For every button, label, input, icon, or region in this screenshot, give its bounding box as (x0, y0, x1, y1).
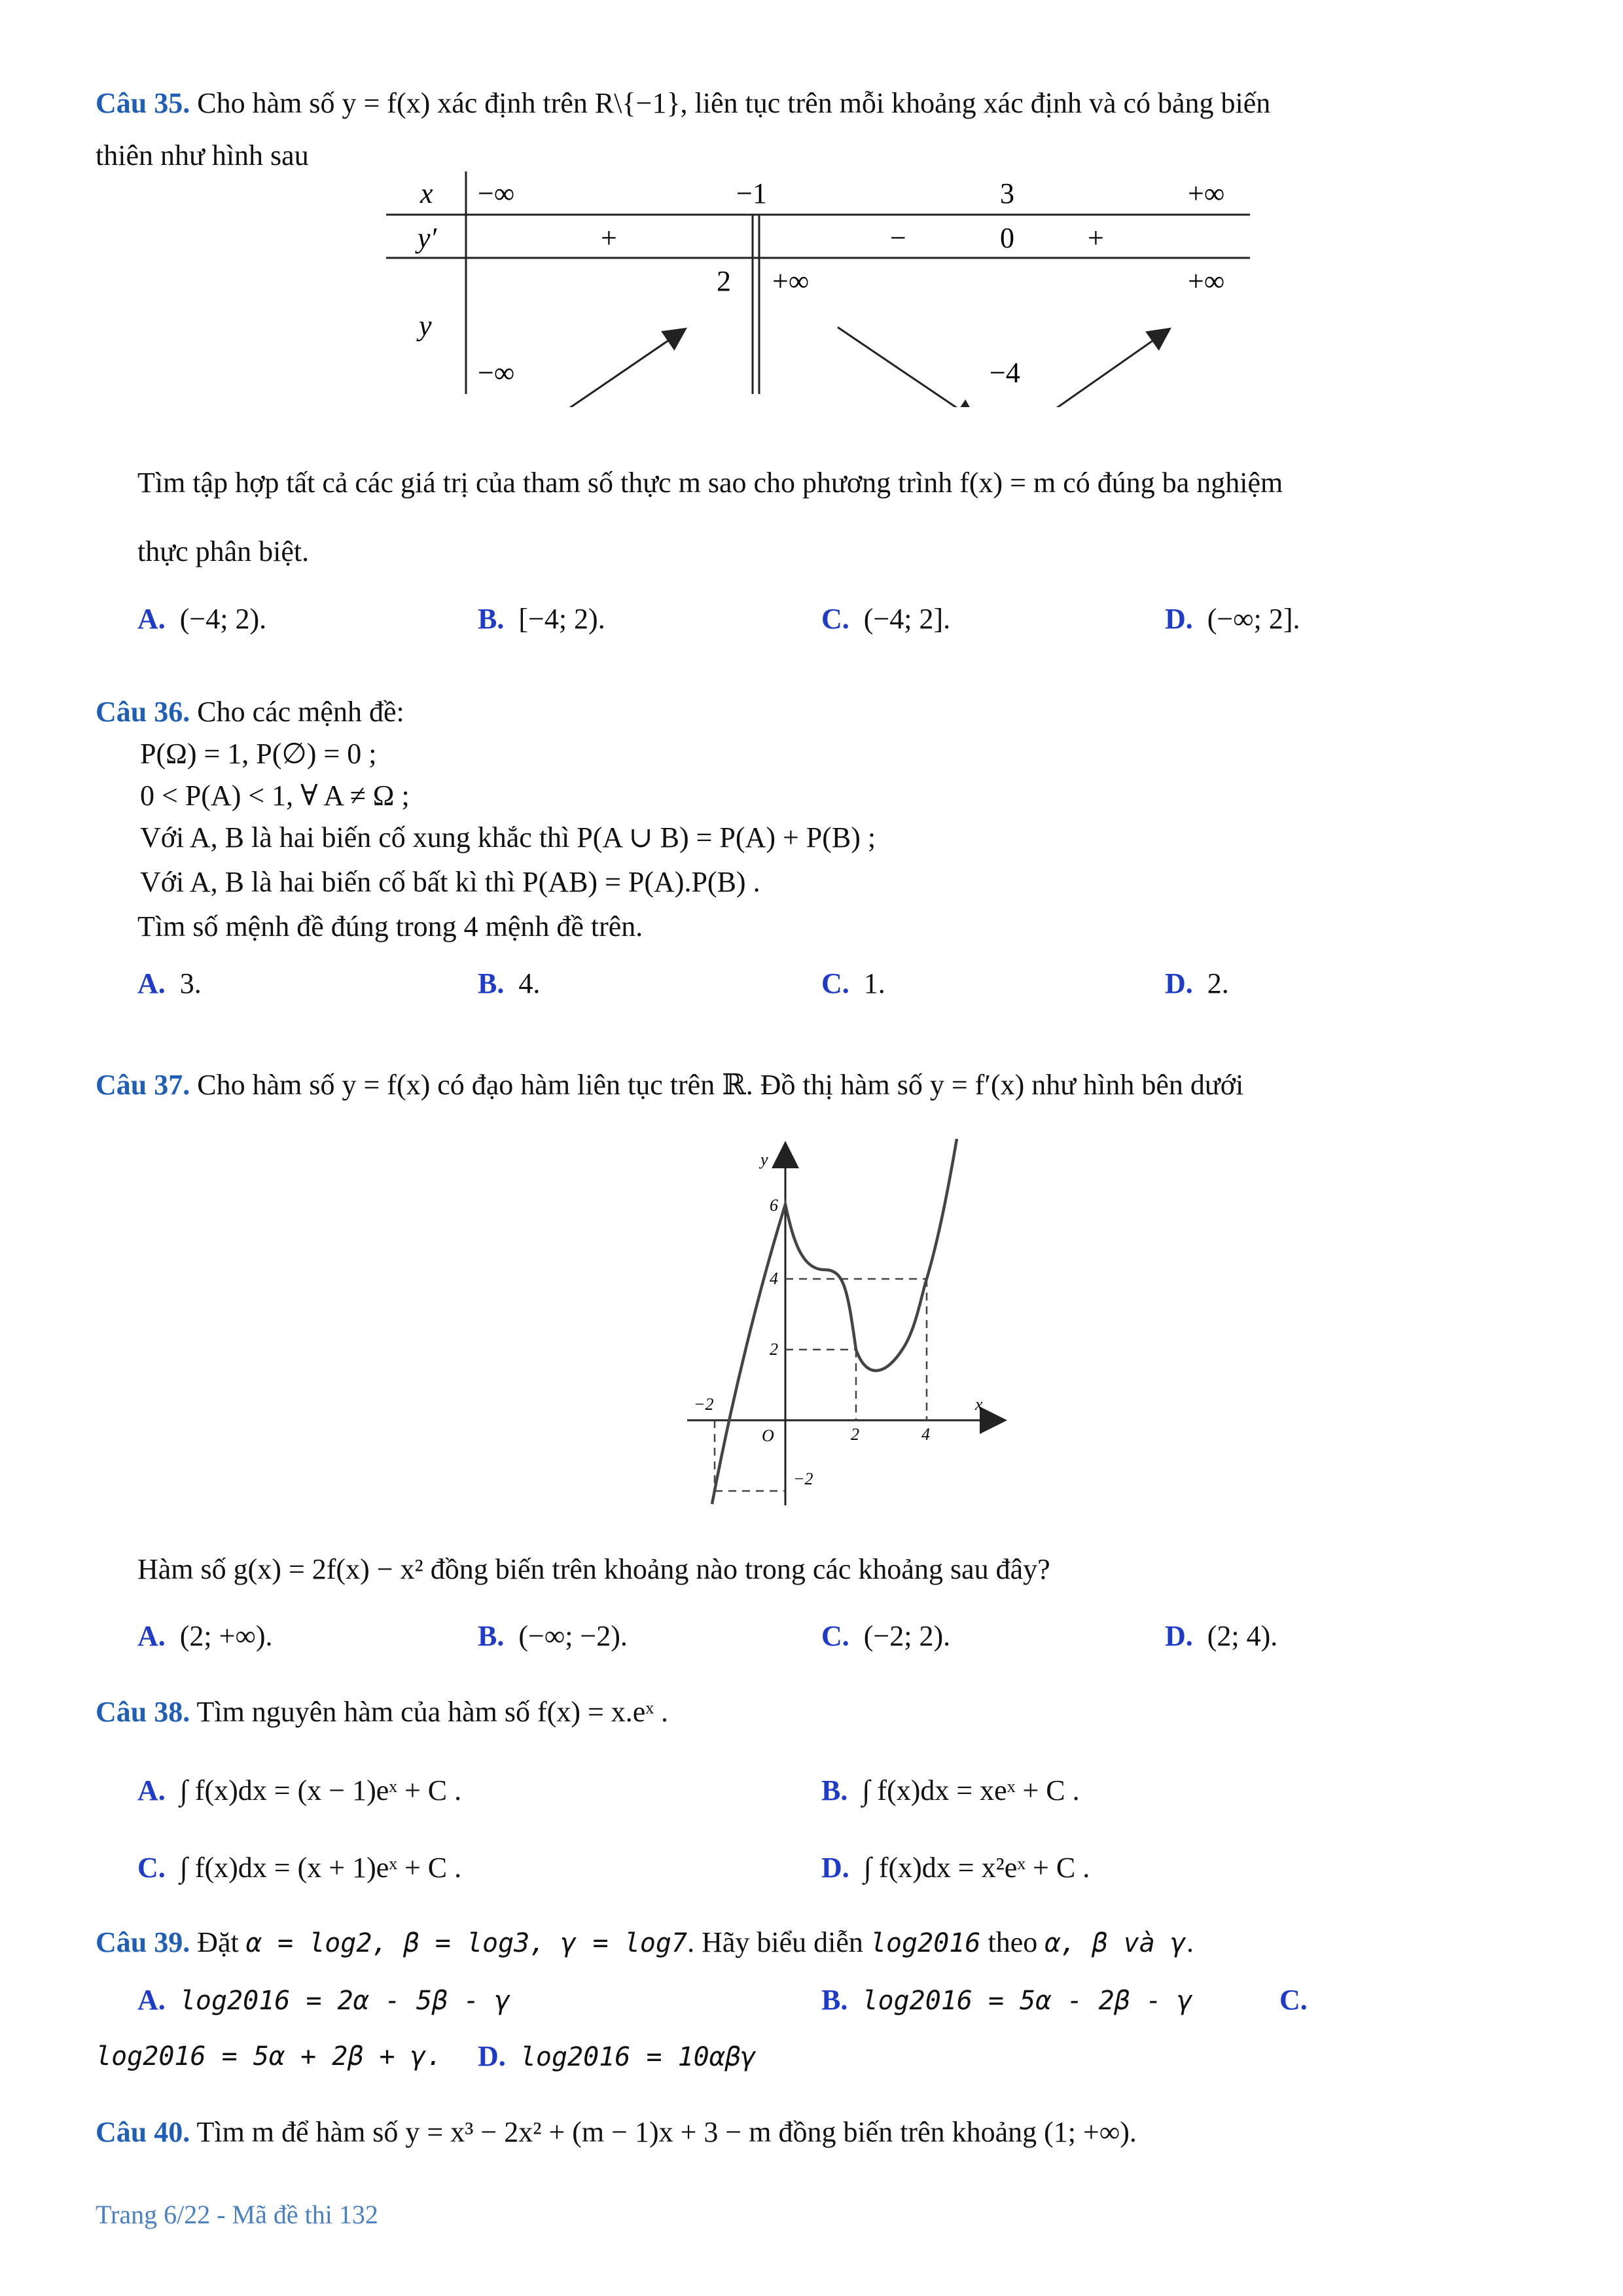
y-tick-2: 2 (770, 1340, 778, 1359)
tbl-sign-plus-1: + (601, 222, 617, 254)
y-axis-label: y (760, 1150, 768, 1169)
q37-label: Câu 37. (96, 1069, 190, 1101)
q36-label: Câu 36. (96, 696, 190, 728)
q36-option-a[interactable]: A. 3. (137, 967, 202, 999)
q36-option-d[interactable]: D. 2. (1165, 967, 1229, 999)
tbl-sign-plus-2: + (1088, 222, 1104, 254)
tbl-x-label: x (420, 177, 433, 209)
x-tick-minus2: −2 (694, 1395, 714, 1414)
q35-stem1: Tìm tập hợp tất cả các giá trị của tham số thực m sao cho phương trình f(x) = m có đúng ba nghiệm (137, 467, 1283, 499)
derivative-graph (681, 1139, 1008, 1512)
q39-option-b[interactable]: B. log2016 = 5α - 2β - γ (821, 1984, 1194, 2016)
tbl-x-pos-inf: +∞ (1188, 177, 1225, 209)
q35-line2: thiên như hình sau (96, 139, 309, 171)
tbl-yp-label: y′ (418, 222, 437, 254)
q37-option-b[interactable]: B. (−∞; −2). (478, 1620, 628, 1652)
tbl-y-minus4: −4 (990, 357, 1020, 389)
q36-statement-2: 0 < P(A) < 1, ∀ A ≠ Ω ; (140, 780, 410, 812)
y-tick-minus2: −2 (793, 1469, 813, 1488)
q35-option-a[interactable]: A. (−4; 2). (137, 603, 267, 635)
y-tick-4: 4 (770, 1269, 778, 1288)
tbl-x-minus1: −1 (736, 177, 767, 209)
variation-table (386, 171, 1257, 407)
q35-text1: Cho hàm số y = f(x) xác định trên R\{−1}, liên tục trên mỗi khoảng xác định và có bảng biến (197, 87, 1271, 119)
q37-option-d[interactable]: D. (2; 4). (1165, 1620, 1278, 1652)
x-axis-label: x (975, 1395, 983, 1414)
q36-statement-3: Với A, B là hai biến cố xung khắc thì P(A ∪ B) = P(A) + P(B) ; (140, 821, 876, 853)
q35-line1 (96, 85, 1270, 122)
q39-line: Câu 39. Đặt α = log2, β = log3, γ = log7. Hãy biểu diễn log2016 theo α, β và γ. (96, 1926, 1194, 1958)
y-tick-6: 6 (770, 1196, 778, 1215)
q37-option-a[interactable]: A. (2; +∞). (137, 1620, 273, 1652)
q36-statement-1: P(Ω) = 1, P(∅) = 0 ; (140, 738, 377, 770)
x-tick-4: 4 (921, 1425, 930, 1444)
q35-stem2: thực phân biệt. (137, 535, 310, 567)
q37-stem: Hàm số g(x) = 2f(x) − x² đồng biến trên khoảng nào trong các khoảng sau đây? (137, 1553, 1050, 1585)
q36-statement-4: Với A, B là hai biến cố bất kì thì P(AB) = P(A).P(B) . (140, 866, 760, 898)
tbl-y-pos-inf-1: +∞ (772, 265, 810, 297)
q38-label: Câu 38. (96, 1696, 190, 1728)
q37-line: Câu 37. Cho hàm số y = f(x) có đạo hàm liên tục trên ℝ. Đồ thị hàm số y = f′(x) như hình bên dưới (96, 1069, 1244, 1101)
q37-option-c[interactable]: C. (−2; 2). (821, 1620, 951, 1652)
tbl-x-neg-inf: −∞ (478, 177, 515, 209)
q38-option-c[interactable]: C. ∫ f(x)dx = (x + 1)eˣ + C . (137, 1852, 462, 1884)
q36-option-c[interactable]: C. 1. (821, 967, 885, 999)
q35-option-b[interactable]: B. [−4; 2). (478, 603, 605, 635)
q39-option-c-label[interactable]: C. (1279, 1984, 1308, 2016)
arrow-up-2 (1037, 330, 1168, 407)
tbl-y-2: 2 (717, 265, 731, 297)
q36-option-b[interactable]: B. 4. (478, 967, 541, 999)
f-prime-curve (712, 1139, 957, 1504)
tbl-sign-minus: − (890, 222, 906, 254)
q40-label: Câu 40. (96, 2116, 190, 2148)
q36-stem: Tìm số mệnh đề đúng trong 4 mệnh đề trên. (137, 910, 643, 942)
q38-option-a[interactable]: A. ∫ f(x)dx = (x − 1)eˣ + C . (137, 1774, 462, 1806)
page-footer: Trang 6/22 - Mã đề thi 132 (96, 2200, 378, 2229)
q40-line: Câu 40. Tìm m để hàm số y = x³ − 2x² + (m − 1)x + 3 − m đồng biến trên khoảng (1; +∞). (96, 2116, 1137, 2148)
origin-label: O (762, 1426, 774, 1445)
q39-option-c[interactable]: log2016 = 5α + 2β + γ. (96, 2041, 442, 2072)
arrow-down (838, 327, 975, 407)
q39-label: Câu 39. (96, 1926, 190, 1958)
q38-option-b[interactable]: B. ∫ f(x)dx = xeˣ + C . (821, 1774, 1080, 1806)
tbl-x-3: 3 (1000, 177, 1014, 209)
tbl-y-neg-inf: −∞ (478, 357, 515, 389)
arrow-up-1 (550, 330, 684, 407)
q38-line: Câu 38. Tìm nguyên hàm của hàm số f(x) = x.eˣ . (96, 1696, 669, 1728)
q38-option-d[interactable]: D. ∫ f(x)dx = x²eˣ + C . (821, 1852, 1090, 1884)
q39-option-a[interactable]: A. log2016 = 2α - 5β - γ (137, 1984, 511, 2016)
tbl-y-label: y (419, 310, 432, 342)
q39-option-d[interactable]: D. log2016 = 10αβγ (478, 2040, 757, 2072)
q35-option-c[interactable]: C. (−4; 2]. (821, 603, 951, 635)
tbl-y-pos-inf-2: +∞ (1188, 265, 1225, 297)
tbl-sign-zero: 0 (1000, 222, 1014, 254)
q35-option-d[interactable]: D. (−∞; 2]. (1165, 603, 1300, 635)
x-tick-2: 2 (851, 1425, 859, 1444)
q36-intro-line: Câu 36. Cho các mệnh đề: (96, 696, 404, 728)
q35-label: Câu 35. (96, 87, 190, 119)
